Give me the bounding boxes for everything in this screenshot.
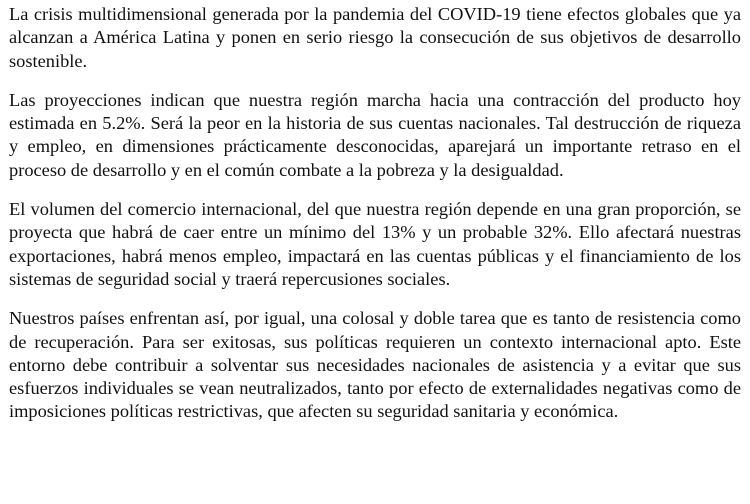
document-body — [9, 3, 741, 424]
paragraph-economic-projections: Las proyecciones indican que nuestra región marcha hacia una contracción del producto hoy estimada en 5.2%. Será la peor en la historia de sus cuentas nacionales. Tal destrucción de riqueza y empleo, en dimensiones prácticamente desconocidas, aparejará un importante retraso en el proceso de desarrollo y en el común combate a la pobreza y la desigualdad. — [9, 89, 741, 180]
paragraph-covid-crisis: La crisis multidimensional generada por la pandemia del COVID-19 tiene efectos globales que ya alcanzan a América Latina y ponen en serio riesgo la consecución de sus objetivos de desarrollo sostenible. — [9, 4, 741, 71]
paragraph-dual-task: Nuestros países enfrentan así, por igual, una colosal y doble tarea que es tanto de resistencia como de recuperación. Para ser exitosas, sus políticas requieren un contexto internacional apto. Este entorno debe contribuir a solventar sus necesidades nacionales de asistencia y a evitar que sus esfuerzos individuales se vean neutralizados, tanto por efecto de externalidades negativas como de imposiciones políticas restrictivas, que afecten su seguridad sanitaria y económica. — [9, 308, 741, 422]
paragraph-international-trade: El volumen del comercio internacional, del que nuestra región depende en una gran proporción, se proyecta que habrá de caer entre un mínimo del 13% y un probable 32%. Ello afectará nuestras exportaciones, habrá menos empleo, impactará en las cuentas públicas y el financiamiento de los sistemas de seguridad social y traerá repercusiones sociales. — [9, 199, 741, 289]
